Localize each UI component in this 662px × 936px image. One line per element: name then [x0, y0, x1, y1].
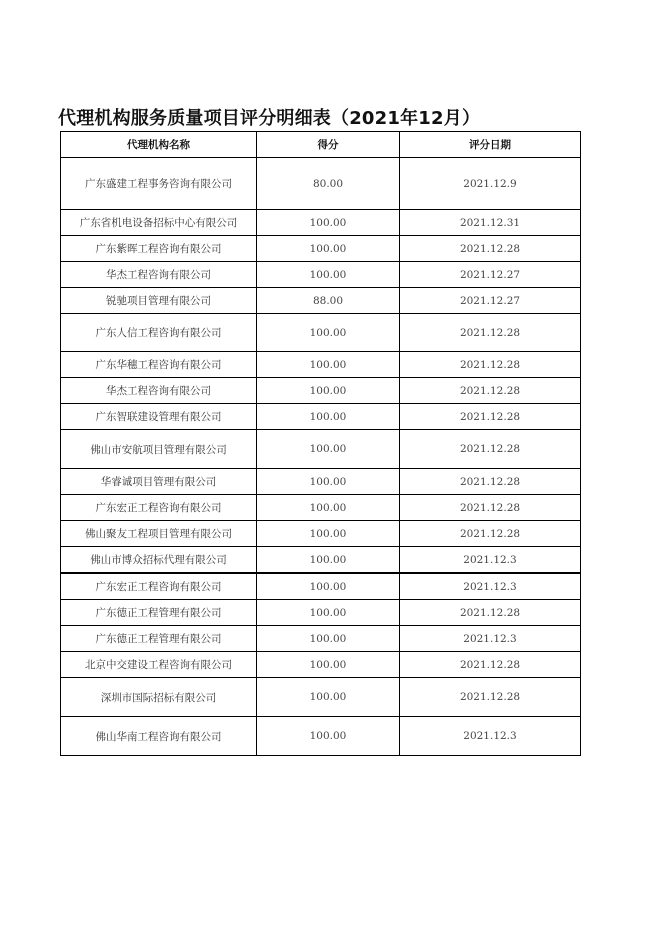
- agency-name-cell: 广东紫晖工程咨询有限公司: [61, 236, 257, 262]
- date-cell: 2021.12.28: [400, 678, 581, 717]
- agency-name-cell: 深圳市国际招标有限公司: [61, 678, 257, 717]
- agency-name-cell: 广东宏正工程咨询有限公司: [61, 573, 257, 600]
- date-cell: 2021.12.28: [400, 652, 581, 678]
- date-cell: 2021.12.28: [400, 600, 581, 626]
- date-cell: 2021.12.3: [400, 573, 581, 600]
- table-row: [61, 262, 581, 288]
- agency-name-cell: 广东智联建设管理有限公司: [61, 404, 257, 430]
- score-cell: 100.00: [257, 236, 400, 262]
- table-header-row: [61, 132, 581, 158]
- table-row: [61, 626, 581, 652]
- score-cell: 100.00: [257, 717, 400, 756]
- score-cell: 100.00: [257, 352, 400, 378]
- table-row: [61, 600, 581, 626]
- date-cell: 2021.12.3: [400, 717, 581, 756]
- date-cell: 2021.12.28: [400, 469, 581, 495]
- agency-name-cell: 广东省机电设备招标中心有限公司: [61, 210, 257, 236]
- score-cell: 100.00: [257, 521, 400, 547]
- date-cell: 2021.12.3: [400, 547, 581, 574]
- document-title: 代理机构服务质量项目评分明细表（2021年12月）: [58, 108, 481, 129]
- table-row: [61, 404, 581, 430]
- table-row: [61, 547, 581, 574]
- agency-name-cell: 广东盛建工程事务咨询有限公司: [61, 158, 257, 210]
- agency-name-cell: 广东华穗工程咨询有限公司: [61, 352, 257, 378]
- date-cell: 2021.12.28: [400, 314, 581, 352]
- agency-name-cell: 佛山聚友工程项目管理有限公司: [61, 521, 257, 547]
- agency-name-cell: 华睿诚项目管理有限公司: [61, 469, 257, 495]
- score-cell: 100.00: [257, 600, 400, 626]
- score-cell: 100.00: [257, 652, 400, 678]
- date-cell: 2021.12.28: [400, 352, 581, 378]
- score-cell: 100.00: [257, 378, 400, 404]
- header-agency-name: 代理机构名称: [61, 132, 257, 158]
- date-cell: 2021.12.31: [400, 210, 581, 236]
- agency-name-cell: 佛山市博众招标代理有限公司: [61, 547, 257, 574]
- agency-name-cell: 佛山市安航项目管理有限公司: [61, 430, 257, 469]
- agency-name-cell: 广东人信工程咨询有限公司: [61, 314, 257, 352]
- score-cell: 100.00: [257, 626, 400, 652]
- score-cell: 88.00: [257, 288, 400, 314]
- table-row: [61, 158, 581, 210]
- score-cell: 100.00: [257, 573, 400, 600]
- score-cell: 80.00: [257, 158, 400, 210]
- date-cell: 2021.12.28: [400, 236, 581, 262]
- date-cell: 2021.12.9: [400, 158, 581, 210]
- date-cell: 2021.12.27: [400, 288, 581, 314]
- table-row: [61, 678, 581, 717]
- score-cell: 100.00: [257, 262, 400, 288]
- agency-name-cell: 广东宏正工程咨询有限公司: [61, 495, 257, 521]
- table-row: [61, 430, 581, 469]
- table-row: [61, 352, 581, 378]
- score-table: [60, 131, 581, 756]
- header-date: 评分日期: [400, 132, 581, 158]
- agency-name-cell: 北京中交建设工程咨询有限公司: [61, 652, 257, 678]
- agency-name-cell: 广东德正工程管理有限公司: [61, 600, 257, 626]
- date-cell: 2021.12.28: [400, 430, 581, 469]
- score-cell: 100.00: [257, 547, 400, 574]
- date-cell: 2021.12.3: [400, 626, 581, 652]
- table-row: [61, 521, 581, 547]
- table-row: [61, 717, 581, 756]
- agency-name-cell: 广东德正工程管理有限公司: [61, 626, 257, 652]
- score-cell: 100.00: [257, 678, 400, 717]
- date-cell: 2021.12.28: [400, 404, 581, 430]
- header-score: 得分: [257, 132, 400, 158]
- date-cell: 2021.12.27: [400, 262, 581, 288]
- agency-name-cell: 佛山华南工程咨询有限公司: [61, 717, 257, 756]
- table-row: [61, 652, 581, 678]
- table-row: [61, 469, 581, 495]
- score-cell: 100.00: [257, 430, 400, 469]
- score-cell: 100.00: [257, 210, 400, 236]
- table-row: [61, 210, 581, 236]
- table-row: [61, 314, 581, 352]
- date-cell: 2021.12.28: [400, 521, 581, 547]
- date-cell: 2021.12.28: [400, 495, 581, 521]
- score-cell: 100.00: [257, 469, 400, 495]
- agency-name-cell: 华杰工程咨询有限公司: [61, 378, 257, 404]
- table-row: [61, 236, 581, 262]
- table-row: [61, 378, 581, 404]
- score-cell: 100.00: [257, 495, 400, 521]
- agency-name-cell: 华杰工程咨询有限公司: [61, 262, 257, 288]
- score-cell: 100.00: [257, 404, 400, 430]
- score-cell: 100.00: [257, 314, 400, 352]
- agency-name-cell: 锐驰项目管理有限公司: [61, 288, 257, 314]
- table-row: [61, 495, 581, 521]
- date-cell: 2021.12.28: [400, 378, 581, 404]
- table-row: [61, 573, 581, 600]
- table-row: [61, 288, 581, 314]
